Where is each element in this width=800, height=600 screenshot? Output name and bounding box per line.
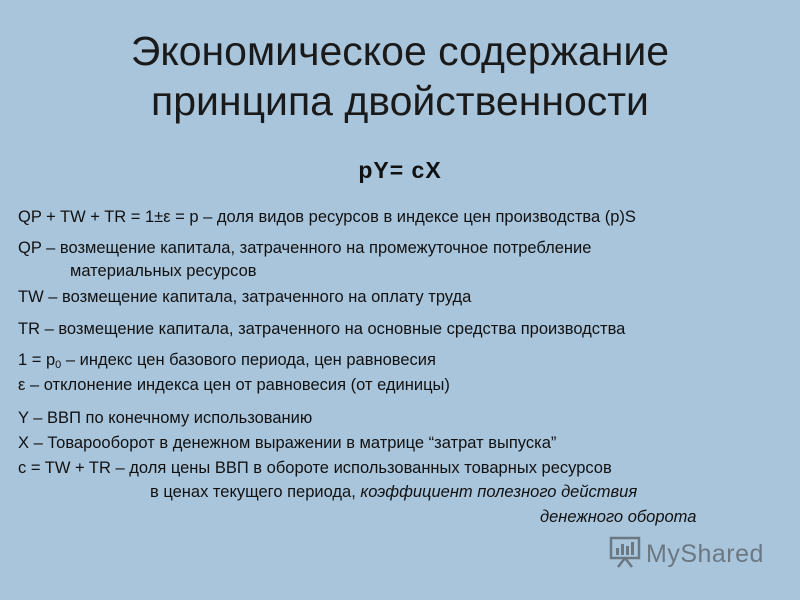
- title-line-2: принципа двойственности: [151, 78, 649, 124]
- text-line-4: TW – возмещение капитала, затраченного на оплату труда: [18, 288, 472, 306]
- text-line-11: [150, 482, 637, 502]
- text-line-10: c = TW + TR – доля цены ВВП в обороте использованных товарных ресурсов: [18, 459, 612, 477]
- text-line-3: материальных ресурсов: [70, 262, 257, 280]
- text-line-1: QP + TW + TR = 1±ε = p – доля видов ресурсов в индексе цен производства (p)S: [18, 208, 636, 226]
- slide-title: [0, 26, 800, 126]
- text-line-9: X – Товарооборот в денежном выражении в матрице “затрат выпуска”: [18, 434, 557, 452]
- presentation-chart-icon: [608, 535, 642, 574]
- text-line-11-normal: в ценах текущего периода,: [150, 483, 356, 501]
- text-line-11-italic: коэффициент полезного действия: [355, 483, 638, 501]
- text-line-6-post: – индекс цен базового периода, цен равновесия: [61, 351, 436, 369]
- watermark-logo: [608, 536, 764, 572]
- text-line-6: [18, 350, 436, 375]
- text-line-2: QP – возмещение капитала, затраченного на промежуточное потребление: [18, 239, 592, 257]
- text-line-7: ε – отклонение индекса цен от равновесия (от единицы): [18, 376, 450, 394]
- text-line-8: Y – ВВП по конечному использованию: [18, 409, 313, 427]
- title-line-1: Экономическое содержание: [130, 28, 670, 74]
- text-line-6-sub: 0: [55, 359, 62, 371]
- text-line-12: денежного оборота: [540, 508, 697, 526]
- text-line-6-pre: 1 = p: [18, 351, 56, 369]
- text-line-5: TR – возмещение капитала, затраченного на основные средства производства: [18, 320, 626, 338]
- watermark-text: MyShared: [646, 539, 764, 568]
- duality-formula: pY= cX: [358, 157, 442, 183]
